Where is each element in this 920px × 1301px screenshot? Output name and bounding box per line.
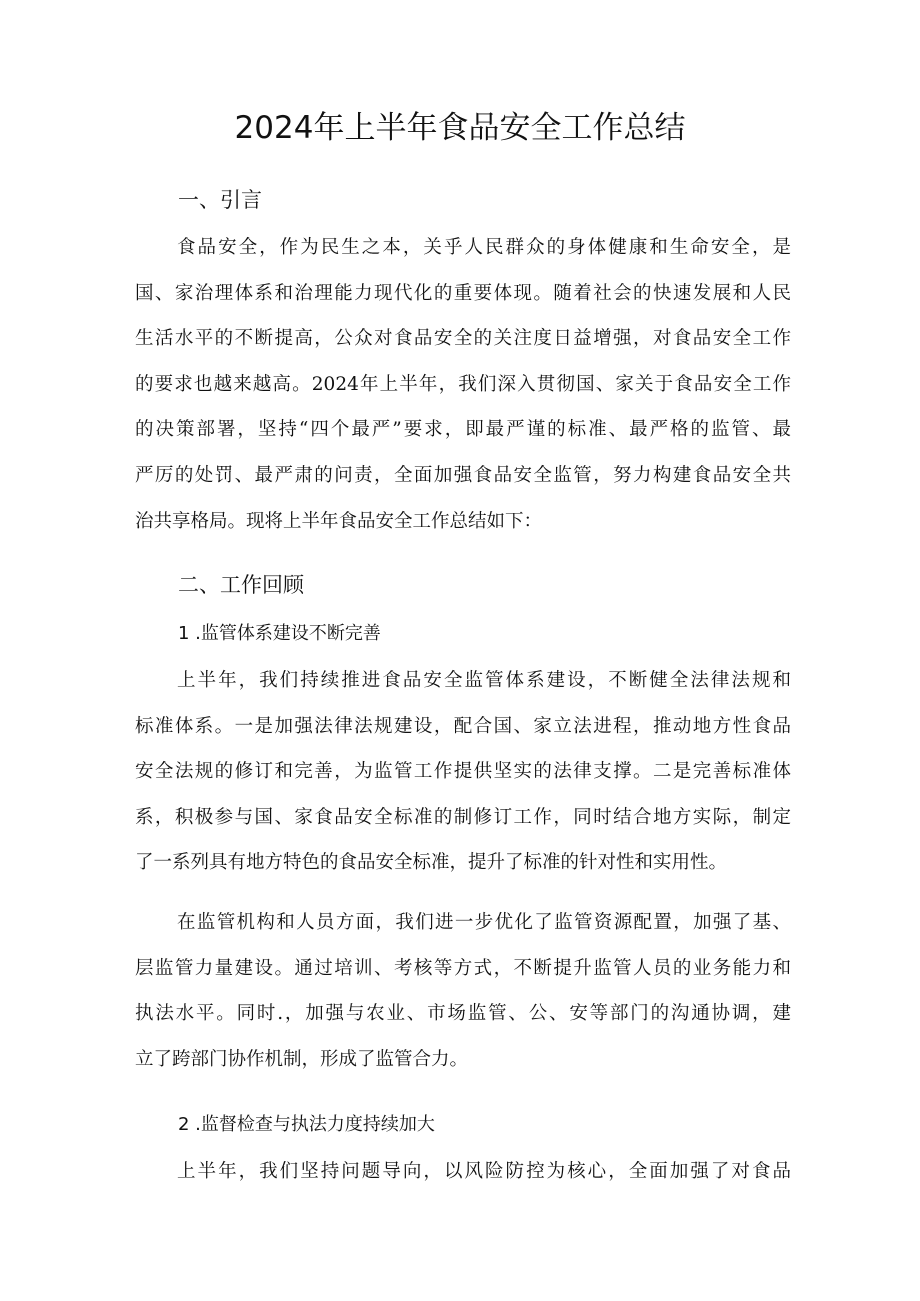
paragraph-line: 立了跨部门协作机制，形成了监管合力。 <box>135 1048 469 1070</box>
section-heading-introduction: 一、引言 <box>178 188 262 212</box>
subsection-heading-inspection-enforcement: 2 .监督检查与执法力度持续加大 <box>178 1114 435 1135</box>
paragraph-line: 执法水平。同时.，加强与农业、市场监管、公、安等部门的沟通协调，建 <box>135 1003 791 1025</box>
paragraph-line: 上半年，我们持续推进食品安全监管体系建设，不断健全法律法规和 <box>177 670 791 691</box>
paragraph-line: 安全法规的修订和完善，为监管工作提供坚实的法律支撑。二是完善标准体 <box>135 761 791 783</box>
paragraph-line: 层监管力量建设。通过培训、考核等方式，不断提升监管人员的业务能力和 <box>135 957 791 979</box>
introduction-paragraph <box>135 225 791 544</box>
paragraph-line: 系，积极参与国、家食品安全标准的制修订工作，同时结合地方实际，制定 <box>135 806 791 828</box>
supervision-system-paragraph-2 <box>135 900 791 1082</box>
paragraph-line: 了一系列具有地方特色的食品安全标准，提升了标准的针对性和实用性。 <box>135 852 728 874</box>
paragraph-line: 的决策部署，坚持“四个最严”要求，即最严谨的标准、最严格的监管、最 <box>135 419 791 441</box>
paragraph-line: 标准体系。一是加强法律法规建设，配合国、家立法进程，推动地方性食品 <box>135 715 791 737</box>
paragraph-line: 国、家治理体系和治理能力现代化的重要体现。随着社会的快速发展和人民 <box>135 282 791 304</box>
paragraph-line: 生活水平的不断提高，公众对食品安全的关注度日益增强，对食品安全工作 <box>135 328 791 350</box>
inspection-enforcement-paragraph-1 <box>135 1149 791 1195</box>
subsection-heading-supervision-system: 1 .监管体系建设不断完善 <box>178 623 381 644</box>
paragraph-line: 的要求也越来越高。2024年上半年，我们深入贯彻国、家关于食品安全工作 <box>135 373 791 395</box>
paragraph-line: 上半年，我们坚持问题导向，以风险防控为核心，全面加强了对食品 <box>177 1161 791 1182</box>
paragraph-line: 严厉的处罚、最严肃的问责，全面加强食品安全监管，努力构建食品安全共 <box>135 464 791 486</box>
paragraph-line: 在监管机构和人员方面，我们进一步优化了监管资源配置，加强了基、 <box>177 912 791 933</box>
supervision-system-paragraph-1 <box>135 658 791 886</box>
document-title: 2024年上半年食品安全工作总结 <box>234 110 686 146</box>
paragraph-line: 食品安全，作为民生之本，关乎人民群众的身体健康和生命安全，是 <box>177 237 791 258</box>
paragraph-line: 治共享格局。现将上半年食品安全工作总结如下： <box>135 510 543 532</box>
section-heading-work-review: 二、工作回顾 <box>178 573 304 597</box>
